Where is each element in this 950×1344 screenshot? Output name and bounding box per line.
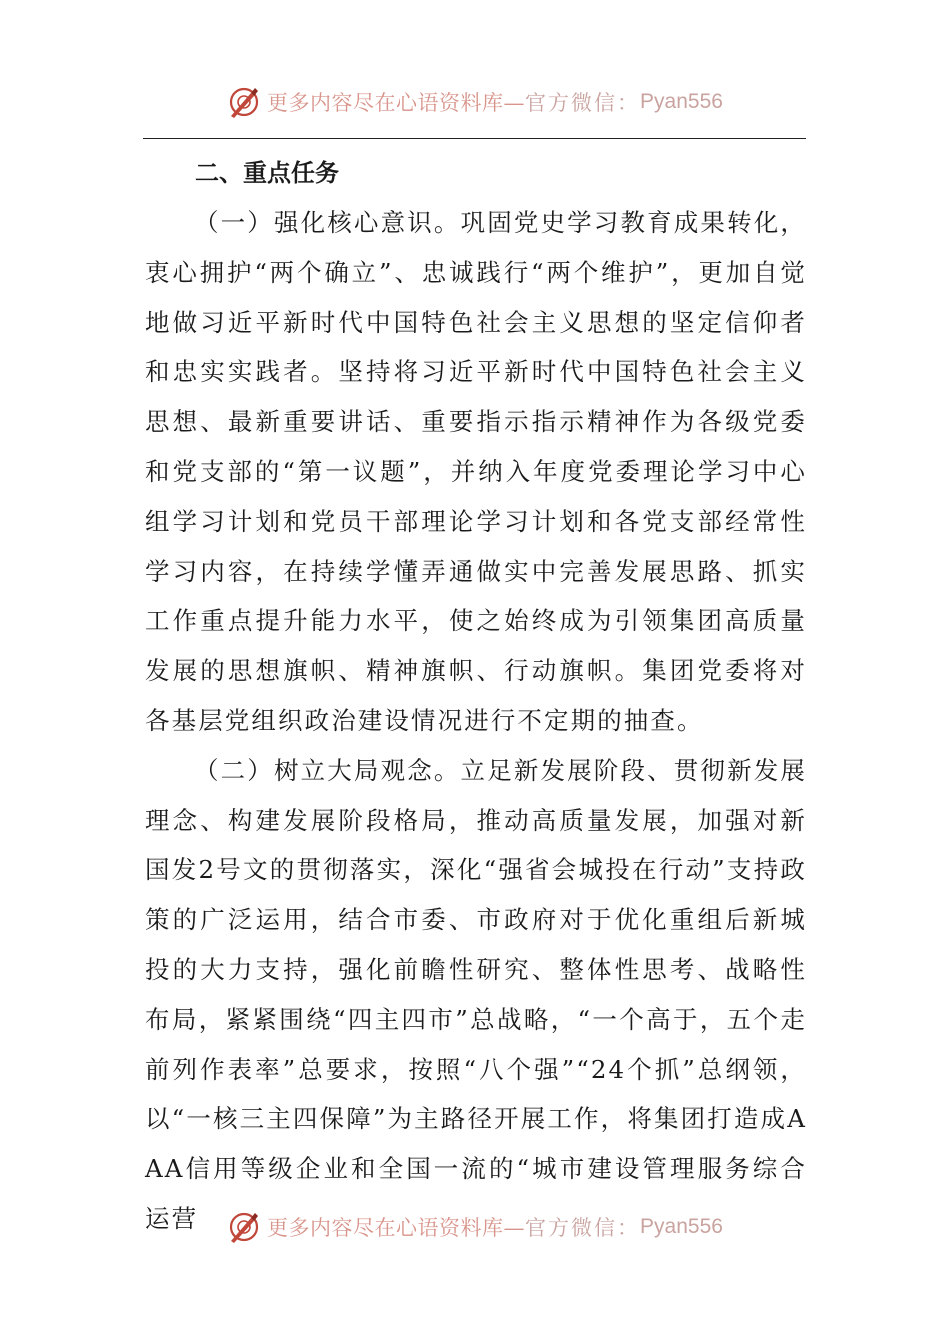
header-divider [143,138,806,139]
document-body [145,148,807,1244]
pen-circle-logo-icon [227,85,261,119]
wechat-id: Pyan556 [640,1215,723,1238]
paragraph-core-awareness: （一）强化核心意识。巩固党史学习教育成果转化，衷心拥护“两个确立”、忠诚践行“两个维护”，更加自觉地做习近平新时代中国特色社会主义思想的坚定信仰者和忠实实践者。坚持将习近平新时代中国特色社会主义思想、最新重要讲话、重要指示指示精神作为各级党委和党支部的“第一议题”，并纳入年度党委理论学习中心组学习计划和党员干部理论学习计划和各党支部经常性学习内容，在持续学懂弄通做实中完善发展思路、抓实工作重点提升能力水平，使之始终成为引领集团高质量发展的思想旗帜、精神旗帜、行动旗帜。集团党委将对各基层党组织政治建设情况进行不定期的抽查。 [145,208,807,735]
wechat-label: 官方微信： [525,91,641,115]
wechat-id: Pyan556 [640,90,723,113]
wechat-label: 官方微信： [525,1216,641,1240]
pen-circle-logo-icon [227,1210,261,1244]
paragraph-overall-view: （二）树立大局观念。立足新发展阶段、贯彻新发展理念、构建发展阶段格局，推动高质量发展，加强对新国发2号文的贯彻落实，深化“强省会城投在行动”支持政策的广泛运用，结合市委、市政府对于优化重组后新城投的大力支持，强化前瞻性研究、整体性思考、战略性布局，紧紧围绕“四主四市”总战略，“一个高于，五个走前列作表率”总要求，按照“八个强”“24个抓”总纲领，以“一核三主四保障”为主路径开展工作，将集团打造成AAA信用等级企业和全国一流的“城市建设管理服务综合运营 [145,755,807,1233]
promo-text: 更多内容尽在心语资料库— [267,1216,526,1240]
promo-text: 更多内容尽在心语资料库— [267,91,526,115]
footer-banner [0,1207,950,1247]
header-banner [0,82,950,122]
section-heading: 二、重点任务 [195,159,339,187]
